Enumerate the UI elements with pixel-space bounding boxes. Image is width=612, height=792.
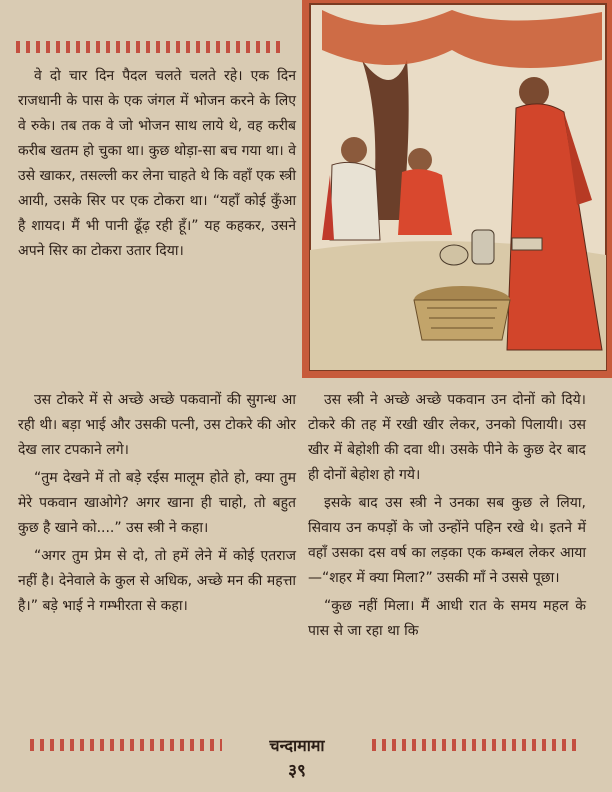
decorative-border-top [16,41,284,53]
story-right-column [308,388,586,647]
illustration-svg [302,0,612,378]
story-paragraph: वे दो चार दिन पैदल चलते चलते रहे। एक दिन राजधानी के पास के एक जंगल में भोजन करने के लिए वे रुके। तब तक वे जो भोजन साथ लाये थे, वह करीब करीब खतम हो चुका था। कुछ थोड़ा-सा बच गया था। वे उसे खाकर, तसल्ली कर लेना चाहते थे कि वहाँ एक स्त्री आयी, उसके सिर पर एक टोकरा था। “यहाँ कोई कुँआ है शायद। मैं भी पानी ढूँढ़ रही हूँ।” यह कहकर, उसने अपने सिर का टोकरा उतार दिया। [18,68,296,259]
story-paragraph: “अगर तुम प्रेम से दो, तो हमें लेने में कोई एतराज नहीं है। देनेवाले के कुल से अधिक, अच्छे मन की महत्ता है।” बड़े भाई ने गम्भीरता से कहा। [18,548,296,614]
decorative-border-bottom-right [372,739,578,751]
page-number: ३९ [288,761,306,781]
story-illustration [302,0,612,378]
decorative-border-bottom-left [30,739,222,751]
story-paragraph: “कुछ नहीं मिला। मैं आधी रात के समय महल के पास से जा रहा था कि [308,598,586,639]
story-left-column [18,388,296,622]
story-paragraph: इसके बाद उस स्त्री ने उनका सब कुछ ले लिया, सिवाय उन कपड़ों के जो उन्होंने पहिन रखे थे। इतने में वहाँ उसका दस वर्ष का लड़का एक कम्बल लेकर आया—“शहर में क्या मिला?” उसकी माँ ने उससे पूछा। [308,495,586,586]
story-paragraph: उस टोकरे में से अच्छे अच्छे पकवानों की सुगन्ध आ रही थी। बड़ा भाई और उसकी पत्नी, उस टोकरे की ओर देख लार टपकाने लगे। [18,392,296,458]
magazine-name: चन्दामामा [269,736,325,755]
story-paragraph: “तुम देखने में तो बड़े रईस मालूम होते हो, क्या तुम मेरे पकवान खाओगे? अगर खाना ही चाहो, तो बहुत कुछ है खाने को....” उस स्त्री ने कहा। [18,470,296,536]
story-paragraph: उस स्त्री ने अच्छे अच्छे पकवान उन दोनों को दिये। टोकरे की तह में रखी खीर लेकर, उनको पिलायी। उस खीर में बेहोशी की दवा थी। उसके पीने के कुछ देर बाद ही दोनों बेहोश हो गये। [308,392,586,483]
story-top-column [18,64,296,267]
